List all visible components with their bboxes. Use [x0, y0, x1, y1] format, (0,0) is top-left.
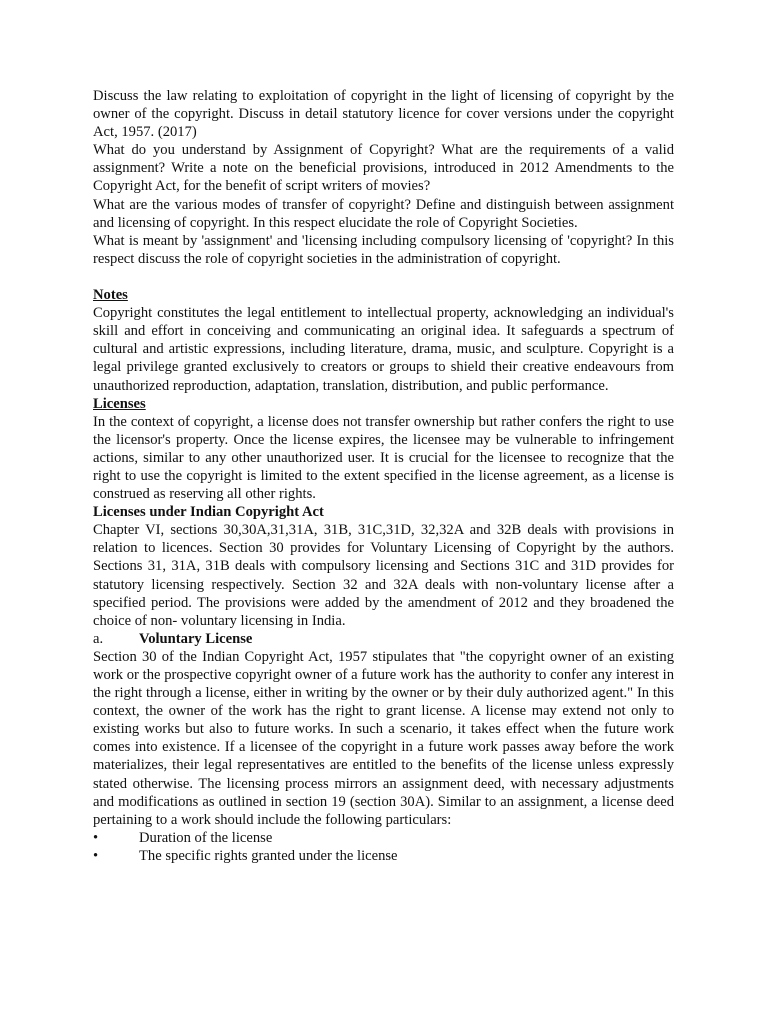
- document-page: [93, 87, 674, 865]
- list-item: [93, 847, 674, 865]
- list-item: [93, 829, 674, 847]
- notes-paragraph: Copyright constitutes the legal entitlement to intellectual property, acknowledging an individual's skill and effort in conceiving and communicating an original idea. It safeguards a spectrum of cultural and artistic expressions, including literature, drama, music, and sculpture. Copyright is a legal privilege granted exclusively to creators or groups to shield their creative endeavours from unauthorized reproduction, adaptation, translation, distribution, and public performance.: [93, 305, 674, 394]
- licenses-paragraph: In the context of copyright, a license does not transfer ownership but rather confers the right to use the licensor's property. Once the license expires, the licensee may be vulnerable to infringement actions, similar to any other unauthorized user. It is crucial for the licensee to recognize that the right to use the copyright is limited to the extent specified in the license agreement, as a license is construed as reserving all other rights.: [93, 413, 674, 503]
- indian-act-paragraph: Chapter VI, sections 30,30A,31,31A, 31B, 31C,31D, 32,32A and 32B deals with provisions in relation to licences. Section 30 provides for Voluntary Licensing of Copyright by the authors. Sections 31, 31A, 31B deals with compulsory licensing and Sections 31C and 31D provides for statutory licensing respectively. Section 32 and 32A deals with non-voluntary license after a specified period. The provisions were added by the amendment of 2012 and they broadened the choice of non- voluntary licensing in India.: [93, 522, 674, 629]
- licenses-heading: Licenses: [93, 395, 146, 412]
- bullet-icon: •: [93, 847, 99, 864]
- indian-act-heading: Licenses under Indian Copyright Act: [93, 504, 324, 521]
- voluntary-license-paragraph: Section 30 of the Indian Copyright Act, 1957 stipulates that "the copyright owner of an existing work or the prospective copyright owner of a future work has the authority to confer any interest in the right through a license, either in writing by the owner or by their duly authorized agent." In this context, the owner of the work has the right to grant license. A license may extend not only to existing works but also to future works. In such a scenario, it takes effect when the future work comes into existence. If a licensee of the copyright in a future work passes away before the work materializes, their legal representatives are entitled to the benefits of the license unless expressly stated otherwise. The licensing process mirrors an assignment deed, with necessary adjustments and modifications as outlined in section 19 (section 30A). Similar to an assignment, a license deed pertaining to a work should include the following particulars:: [93, 648, 674, 828]
- question-3: What are the various modes of transfer of copyright? Define and distinguish between assignment and licensing of copyright. In this respect elucidate the role of Copyright Societies.: [93, 196, 674, 231]
- question-1: Discuss the law relating to exploitation of copyright in the light of licensing of copyright by the owner of the copyright. Discuss in detail statutory licence for cover versions under the copyright Act, 1957. (2017): [93, 88, 674, 141]
- blank-line: [93, 268, 674, 286]
- voluntary-license-heading: Voluntary License: [139, 630, 253, 647]
- list-item-text: The specific rights granted under the license: [139, 847, 398, 864]
- voluntary-license-subheading: [93, 630, 674, 648]
- question-2: What do you understand by Assignment of Copyright? What are the requirements of a valid assignment? Write a note on the beneficial provisions, introduced in 2012 Amendments to the Copyright Act, for the benefit of script writers of movies?: [93, 142, 674, 195]
- list-item-text: Duration of the license: [139, 829, 273, 846]
- bullet-icon: •: [93, 829, 99, 846]
- question-4: What is meant by 'assignment' and 'licensing including compulsory licensing of 'copyright? In this respect discuss the role of copyright societies in the administration of copyright.: [93, 232, 674, 267]
- notes-heading: Notes: [93, 287, 128, 304]
- list-marker: a.: [93, 630, 104, 647]
